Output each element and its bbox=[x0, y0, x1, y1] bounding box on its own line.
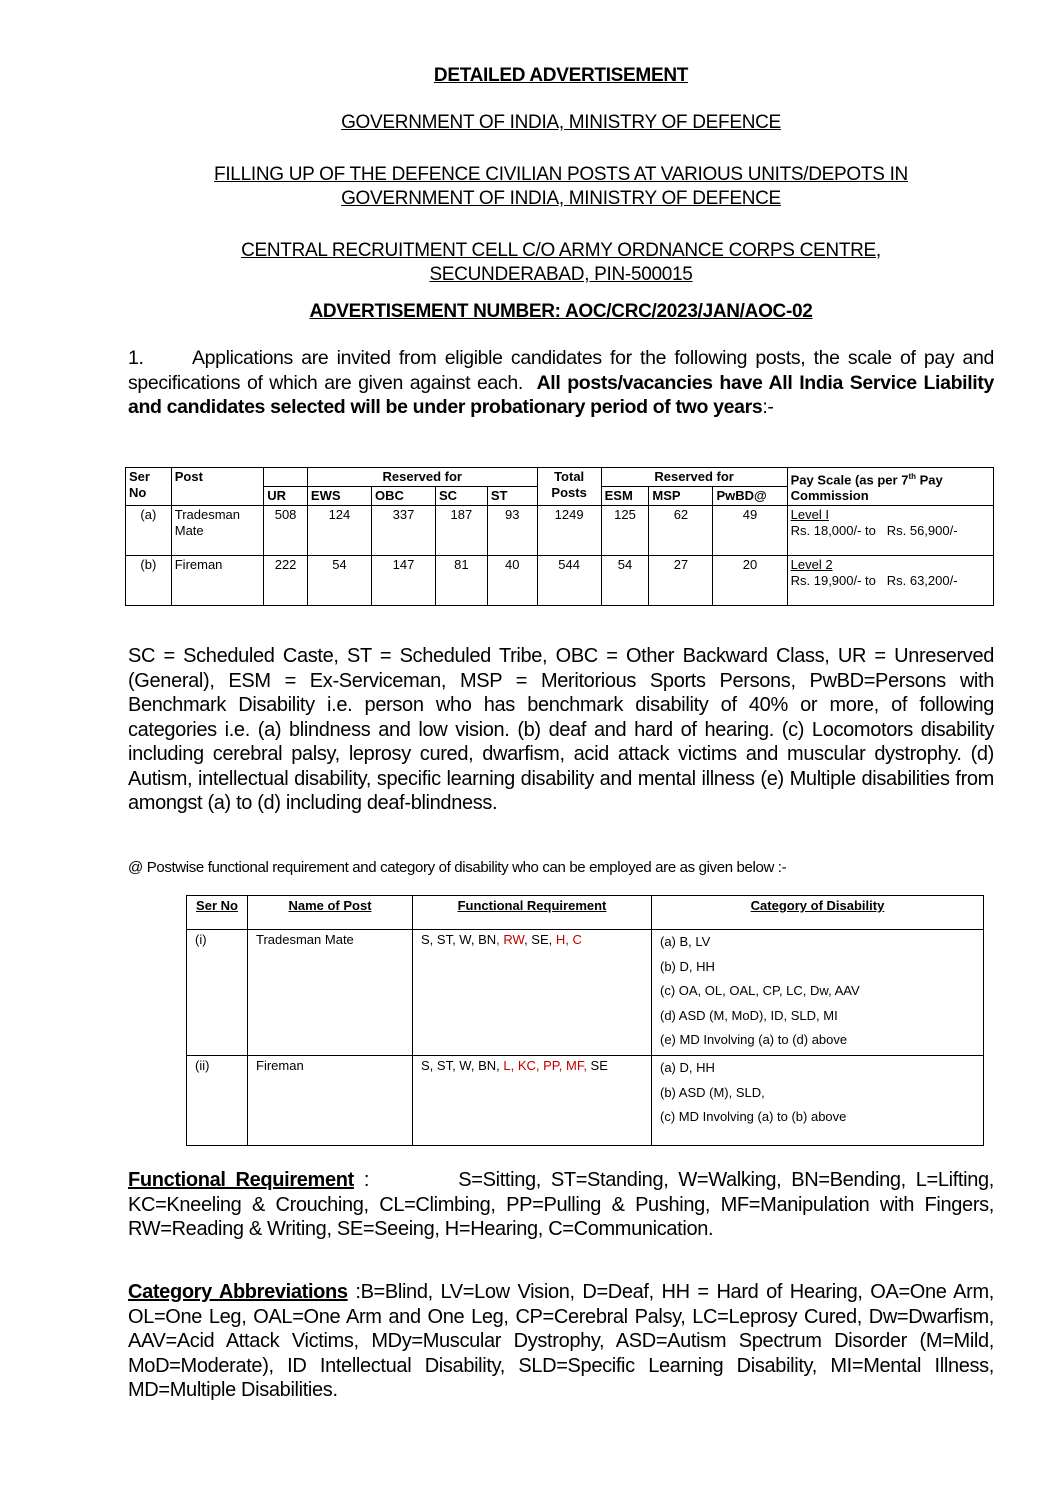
cell-total: 544 bbox=[537, 556, 601, 606]
intro-text: Applications are invited from eligible candidates for the following posts, the scale of pay and specifications of which are given against each. bbox=[128, 347, 994, 394]
cell-esm: 54 bbox=[601, 556, 649, 606]
cell-post: Tradesman Mate bbox=[171, 506, 263, 556]
category-item: (b) ASD (M), SLD, bbox=[660, 1084, 765, 1100]
document-title: DETAILED ADVERTISEMENT bbox=[433, 65, 689, 86]
header-sc: SC bbox=[435, 487, 487, 506]
office-line-1: CENTRAL RECRUITMENT CELL C/O ARMY ORDNANCE CORPS CENTRE, bbox=[241, 240, 881, 261]
ministry-heading: GOVERNMENT OF INDIA, MINISTRY OF DEFENCE bbox=[341, 112, 781, 133]
header-ser-no: Ser No bbox=[187, 896, 248, 930]
intro-suffix: :- bbox=[762, 396, 774, 418]
cell-ews: 124 bbox=[307, 506, 371, 556]
cell-obc: 337 bbox=[371, 506, 435, 556]
category-item: (a) B, LV bbox=[660, 934, 711, 949]
req-text: SE bbox=[586, 1057, 608, 1073]
table-row bbox=[126, 506, 994, 556]
header-post: Post bbox=[171, 468, 263, 506]
header-reserved-for-2: Reserved for bbox=[601, 468, 787, 487]
header-ser-no: Ser No bbox=[126, 468, 172, 506]
header-st: ST bbox=[487, 487, 537, 506]
req-text-highlighted: L, KC, PP, MF, bbox=[503, 1057, 587, 1073]
category-abbreviations-label: Category Abbreviations bbox=[128, 1281, 348, 1303]
separator: : bbox=[347, 1281, 361, 1303]
advertisement-number: ADVERTISEMENT NUMBER: AOC/CRC/2023/JAN/AOC-02 bbox=[309, 301, 813, 322]
cell-functional-requirement bbox=[413, 1055, 652, 1145]
pay-level: Level 2 bbox=[790, 557, 833, 573]
cell-ur: 222 bbox=[264, 556, 308, 606]
pay-scale-sup: th bbox=[908, 472, 916, 481]
category-item: (d) ASD (M, MoD), ID, SLD, MI bbox=[660, 1007, 838, 1023]
req-text: S, ST, W, BN bbox=[421, 932, 497, 947]
cell-ser: (b) bbox=[126, 556, 172, 606]
header-empty-cell bbox=[264, 468, 308, 487]
header-category-of-disability: Category of Disability bbox=[652, 896, 984, 930]
pay-range: Rs. 19,900/- to Rs. 63,200/- bbox=[790, 573, 958, 589]
subject-line-1: FILLING UP OF THE DEFENCE CIVILIAN POSTS AT VARIOUS UNITS/DEPOTS IN bbox=[214, 164, 908, 185]
category-item: (b) D, HH bbox=[660, 958, 715, 974]
category-item: (e) MD Involving (a) to (d) above bbox=[660, 1032, 848, 1048]
category-abbreviations-text: B=Blind, LV=Low Vision, D=Deaf, HH = Hard of Hearing, OA=One Arm, OL=One Leg, OAL=One Arm and One Leg, CP=Cerebral Palsy, LC=Leprosy Cured, Dw=Dwarfism, AAV=Acid Attack Victims, MDy=Muscular Dystrophy, ASD=Autism Spectrum Disorder (M=Mild, MoD=Moderate), ID Intellectual Disability, SLD=Specific Learning Disability, MI=Mental Illness, MD=Multiple Disabilities. bbox=[128, 1281, 994, 1401]
cell-post: Fireman bbox=[248, 1055, 413, 1145]
header-pay-scale bbox=[787, 468, 993, 506]
cell-st: 93 bbox=[487, 506, 537, 556]
cell-ser: (i) bbox=[187, 930, 248, 1056]
header-esm: ESM bbox=[601, 487, 649, 506]
paragraph-number: 1. bbox=[128, 347, 144, 369]
vacancy-table bbox=[125, 467, 994, 606]
header-ur: UR bbox=[264, 487, 308, 506]
req-text-highlighted: , RW bbox=[496, 932, 525, 947]
cell-sc: 187 bbox=[435, 506, 487, 556]
functional-requirement-label: Functional Requirement bbox=[128, 1169, 354, 1191]
header-obc: OBC bbox=[371, 487, 435, 506]
cell-msp: 62 bbox=[649, 506, 713, 556]
cell-sc: 81 bbox=[435, 556, 487, 606]
category-item: (a) D, HH bbox=[660, 1059, 715, 1075]
pay-range: Rs. 18,000/- to Rs. 56,900/- bbox=[790, 523, 958, 539]
header-name-of-post: Name of Post bbox=[248, 896, 413, 930]
intro-paragraph bbox=[128, 346, 994, 420]
disability-table bbox=[186, 895, 984, 1146]
cell-post: Tradesman Mate bbox=[248, 930, 413, 1056]
cell-post: Fireman bbox=[171, 556, 263, 606]
cell-esm: 125 bbox=[601, 506, 649, 556]
header-ews: EWS bbox=[307, 487, 371, 506]
table-row bbox=[187, 1055, 984, 1145]
req-text-highlighted: H, C bbox=[555, 932, 582, 947]
category-item: (c) OA, OL, OAL, CP, LC, Dw, AAV bbox=[660, 983, 860, 999]
postwise-note: @ Postwise functional requirement and category of disability who can be employed are as given below :- bbox=[128, 859, 787, 876]
office-line-2: SECUNDERABAD, PIN-500015 bbox=[429, 264, 693, 285]
pay-level: Level I bbox=[790, 507, 829, 523]
cell-ur: 508 bbox=[264, 506, 308, 556]
cell-pay-scale bbox=[787, 506, 993, 556]
req-text: , SE, bbox=[524, 932, 556, 947]
cell-categories bbox=[652, 1055, 984, 1145]
header-msp: MSP bbox=[649, 487, 713, 506]
cell-msp: 27 bbox=[649, 556, 713, 606]
intro-bold-text: All posts/vacancies have All India Service Liability and candidates selected will be under probationary period of two years bbox=[128, 371, 995, 418]
table-row bbox=[187, 930, 984, 1056]
table-row bbox=[126, 556, 994, 606]
cell-obc: 147 bbox=[371, 556, 435, 606]
cell-total: 1249 bbox=[537, 506, 601, 556]
cell-pwbd: 20 bbox=[713, 556, 787, 606]
req-text: S, ST, W, BN, bbox=[421, 1057, 504, 1073]
category-abbreviations-legend bbox=[128, 1280, 994, 1403]
functional-requirement-legend bbox=[128, 1168, 994, 1242]
subject-line-2: GOVERNMENT OF INDIA, MINISTRY OF DEFENCE bbox=[341, 188, 781, 209]
cell-functional-requirement bbox=[413, 930, 652, 1056]
cell-st: 40 bbox=[487, 556, 537, 606]
header-total-posts: Total Posts bbox=[537, 468, 601, 506]
cell-categories bbox=[652, 930, 984, 1056]
abbreviation-paragraph: SC = Scheduled Caste, ST = Scheduled Tribe, OBC = Other Backward Class, UR = Unreserved (General), ESM = Ex-Serviceman, MSP = Meritorious Sports Persons, PwBD=Persons with Benchmark Disability i.e. person who has benchmark disability of 40% or more, of following categories i.e. (a) blindness and low vision. (b) deaf and hard of hearing. (c) Locomotors disability including cerebral palsy, leprosy cured, dwarfism, acid attack victims and muscular dystrophy. (d) Autism, intellectual disability, specific learning disability and mental illness (e) Multiple disabilities from amongst (a) to (d) including deaf-blindness. bbox=[128, 645, 994, 814]
cell-pay-scale bbox=[787, 556, 993, 606]
header-pwbd: PwBD@ bbox=[713, 487, 787, 506]
pay-scale-text: Pay Scale (as per 7 bbox=[790, 472, 909, 488]
functional-requirement-text: S=Sitting, ST=Standing, W=Walking, BN=Bending, L=Lifting, KC=Kneeling & Crouching, CL=Climbing, PP=Pulling & Pushing, MF=Manipulation with Fingers, RW=Reading & Writing, SE=Seeing, H=Hearing, C=Communication. bbox=[128, 1169, 994, 1240]
cell-ews: 54 bbox=[307, 556, 371, 606]
pay-scale-text-2: Pay Commission bbox=[790, 472, 943, 504]
cell-ser: (ii) bbox=[187, 1055, 248, 1145]
cell-ser: (a) bbox=[126, 506, 172, 556]
category-item: (c) MD Involving (a) to (b) above bbox=[660, 1109, 847, 1125]
header-functional-requirement: Functional Requirement bbox=[413, 896, 652, 930]
separator: : bbox=[353, 1169, 370, 1191]
cell-pwbd: 49 bbox=[713, 506, 787, 556]
header-reserved-for: Reserved for bbox=[307, 468, 537, 487]
